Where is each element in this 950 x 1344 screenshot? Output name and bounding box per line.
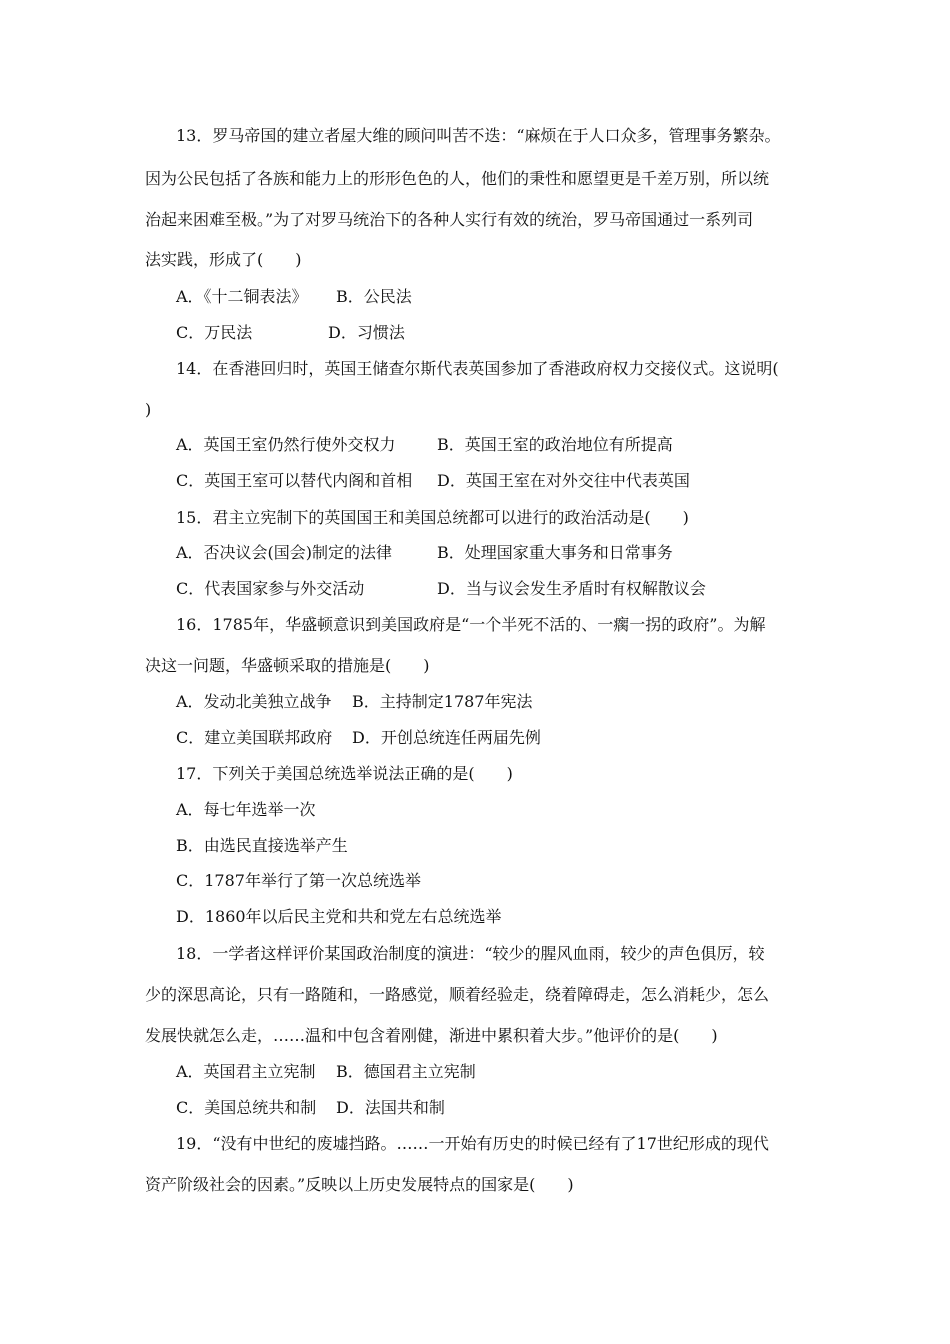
q16-stem-line-1: 16．1785年，华盛顿意识到美国政府是“一个半死不活的、一瘸一拐的政府”。为解 — [176, 615, 766, 634]
q13-option-c: C．万民法 — [176, 323, 253, 342]
q16-option-d: D．开创总统连任两届先例 — [352, 728, 541, 747]
q17-option-b: B．由选民直接选举产生 — [176, 836, 348, 855]
q19-stem-line-2: 资产阶级社会的因素。”反映以上历史发展特点的国家是( ) — [145, 1175, 574, 1194]
q15-option-b: B．处理国家重大事务和日常事务 — [437, 543, 673, 562]
q17-option-c: C．1787年举行了第一次总统选举 — [176, 871, 421, 890]
q17-option-a: A．每七年选举一次 — [176, 800, 316, 819]
q16-option-c: C．建立美国联邦政府 — [176, 728, 333, 747]
q16-option-a: A．发动北美独立战争 — [176, 692, 332, 711]
q14-option-a: A．英国王室仍然行使外交权力 — [176, 435, 396, 454]
q13-stem-line-4: 法实践，形成了( ) — [145, 250, 302, 269]
q13-option-b: B．公民法 — [336, 287, 412, 306]
q13-stem-line-3: 治起来困难至极。”为了对罗马统治下的各种人实行有效的统治，罗马帝国通过一系列司 — [145, 210, 754, 229]
q17-stem-line-1: 17．下列关于美国总统选举说法正确的是( ) — [176, 764, 513, 783]
q14-option-b: B．英国王室的政治地位有所提高 — [437, 435, 673, 454]
q13-stem-line-2: 因为公民包括了各族和能力上的形形色色的人，他们的秉性和愿望更是千差万别，所以统 — [145, 169, 770, 188]
q18-stem-line-3: 发展快就怎么走，……温和中包含着刚健，渐进中累积着大步。”他评价的是( ) — [145, 1026, 718, 1045]
q14-stem-line-1: 14．在香港回归时，英国王储查尔斯代表英国参加了香港政府权力交接仪式。这说明( — [176, 359, 779, 378]
q18-option-b: B．德国君主立宪制 — [336, 1062, 476, 1081]
q13-stem-line-1: 13．罗马帝国的建立者屋大维的顾问叫苦不迭：“麻烦在于人口众多，管理事务繁杂。 — [176, 126, 781, 145]
q14-option-d: D．英国王室在对外交往中代表英国 — [437, 471, 690, 490]
q15-stem-line-1: 15．君主立宪制下的英国国王和美国总统都可以进行的政治活动是( ) — [176, 508, 689, 527]
q16-stem-line-2: 决这一问题，华盛顿采取的措施是( ) — [145, 656, 430, 675]
q13-option-a: A．《十二铜表法》 — [176, 287, 308, 306]
q13-option-d: D．习惯法 — [328, 323, 405, 342]
q18-option-c: C．美国总统共和制 — [176, 1098, 317, 1117]
q18-option-d: D．法国共和制 — [336, 1098, 445, 1117]
q15-option-c: C．代表国家参与外交活动 — [176, 579, 365, 598]
q14-option-c: C．英国王室可以替代内阁和首相 — [176, 471, 413, 490]
q14-stem-line-2: ) — [145, 400, 152, 419]
q17-option-d: D．1860年以后民主党和共和党左右总统选举 — [176, 907, 502, 926]
q18-stem-line-2: 少的深思高论，只有一路随和，一路感觉，顺着经验走，绕着障碍走，怎么消耗少，怎么 — [145, 985, 770, 1004]
q16-option-b: B．主持制定1787年宪法 — [352, 692, 533, 711]
q15-option-a: A．否决议会(国会)制定的法律 — [176, 543, 393, 562]
q19-stem-line-1: 19．“没有中世纪的废墟挡路。……一开始有历史的时候已经有了17世纪形成的现代 — [176, 1134, 769, 1153]
q18-option-a: A．英国君主立宪制 — [176, 1062, 316, 1081]
q18-stem-line-1: 18．一学者这样评价某国政治制度的演进：“较少的腥风血雨，较少的声色俱厉，较 — [176, 944, 765, 963]
q15-option-d: D．当与议会发生矛盾时有权解散议会 — [437, 579, 706, 598]
